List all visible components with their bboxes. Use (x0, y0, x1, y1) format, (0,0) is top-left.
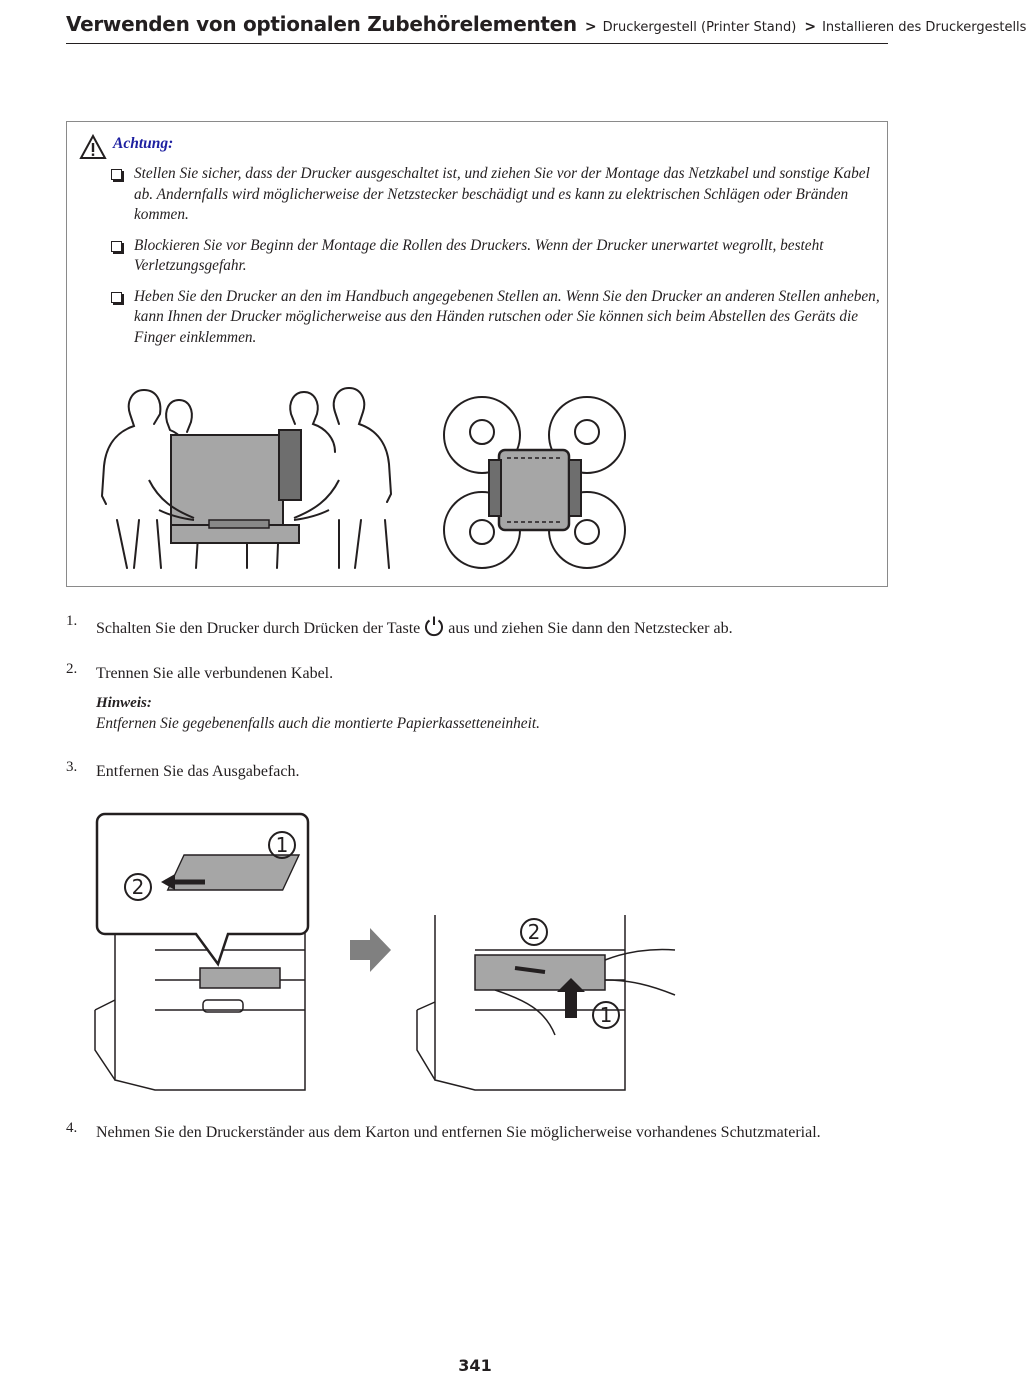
breadcrumb-item[interactable]: Druckergestell (Printer Stand) (602, 20, 797, 35)
breadcrumb-separator: > (584, 19, 597, 35)
step-4 (66, 1122, 866, 1166)
caution-item-text: Blockieren Sie vor Beginn der Montage die Rollen des Druckers. Wenn der Drucker unerwartet wegrollt, besteht Verletzungsgefahr. (134, 236, 824, 274)
lifting-printer-illustration (99, 380, 639, 580)
step-number: 2. (66, 661, 78, 677)
step-number: 3. (66, 759, 78, 775)
callout-2: 2 (131, 875, 145, 899)
page-header (66, 12, 1026, 44)
caution-item-text: Heben Sie den Drucker an den im Handbuch angegebenen Stellen an. Wenn Sie den Drucker an anderen Stellen anheben, kann Ihnen der Drucker möglicherweise aus den Händen rutschen oder Sie können sich beim Abstellen des Geräts die Finger einklemmen. (134, 287, 880, 346)
section-title: Verwenden von optionalen Zubehörelementen (66, 12, 577, 36)
step-text-after: aus und ziehen Sie dann den Netzstecker ab. (448, 620, 733, 637)
caution-list (111, 164, 881, 358)
note-text: Entfernen Sie gegebenenfalls auch die montierte Papierkassetteneinheit. (96, 715, 540, 732)
caution-item (111, 164, 881, 226)
step-1 (66, 615, 866, 643)
power-icon (423, 615, 445, 637)
step-text: Trennen Sie alle verbundenen Kabel. (96, 665, 334, 682)
callout-1: 1 (275, 833, 289, 857)
caution-box (66, 121, 888, 587)
caution-item-text: Stellen Sie sicher, dass der Drucker ausgeschaltet ist, und ziehen Sie vor der Montage das Netzkabel und sonstige Kabel ab. Andernfalls wird möglicherweise der Netzstecker beschädigt und es kann zu elektrischen Schlägen oder Bränden kommen. (134, 165, 870, 223)
step-text (96, 615, 836, 639)
step-text-before: Schalten Sie den Drucker durch Drücken der Taste (96, 620, 421, 637)
caution-item (111, 287, 881, 349)
callout-1: 1 (599, 1003, 613, 1027)
checkbox-bullet-icon (111, 169, 122, 180)
callout-2: 2 (527, 920, 541, 944)
caution-item (111, 236, 881, 277)
step-2 (66, 663, 866, 687)
step-number: 1. (66, 613, 78, 629)
output-tray-removal-illustration (95, 810, 675, 1095)
checkbox-bullet-icon (111, 292, 122, 303)
step-number: 4. (66, 1120, 78, 1136)
warning-triangle-icon (79, 134, 107, 160)
caution-title: Achtung: (113, 135, 174, 152)
step-text: Entfernen Sie das Ausgabefach. (96, 763, 300, 780)
note-label: Hinweis: (96, 695, 152, 711)
step-3 (66, 761, 866, 785)
breadcrumb-separator: > (804, 19, 817, 35)
caution-heading (79, 134, 173, 160)
breadcrumb-item[interactable]: Installieren des Druckergestells (822, 20, 1026, 35)
checkbox-bullet-icon (111, 241, 122, 252)
next-arrow-icon (350, 928, 391, 972)
page-number: 341 (458, 1356, 492, 1375)
step-text: Nehmen Sie den Druckerständer aus dem Karton und entfernen Sie möglicherweise vorhandenes Schutzmaterial. (96, 1124, 821, 1141)
